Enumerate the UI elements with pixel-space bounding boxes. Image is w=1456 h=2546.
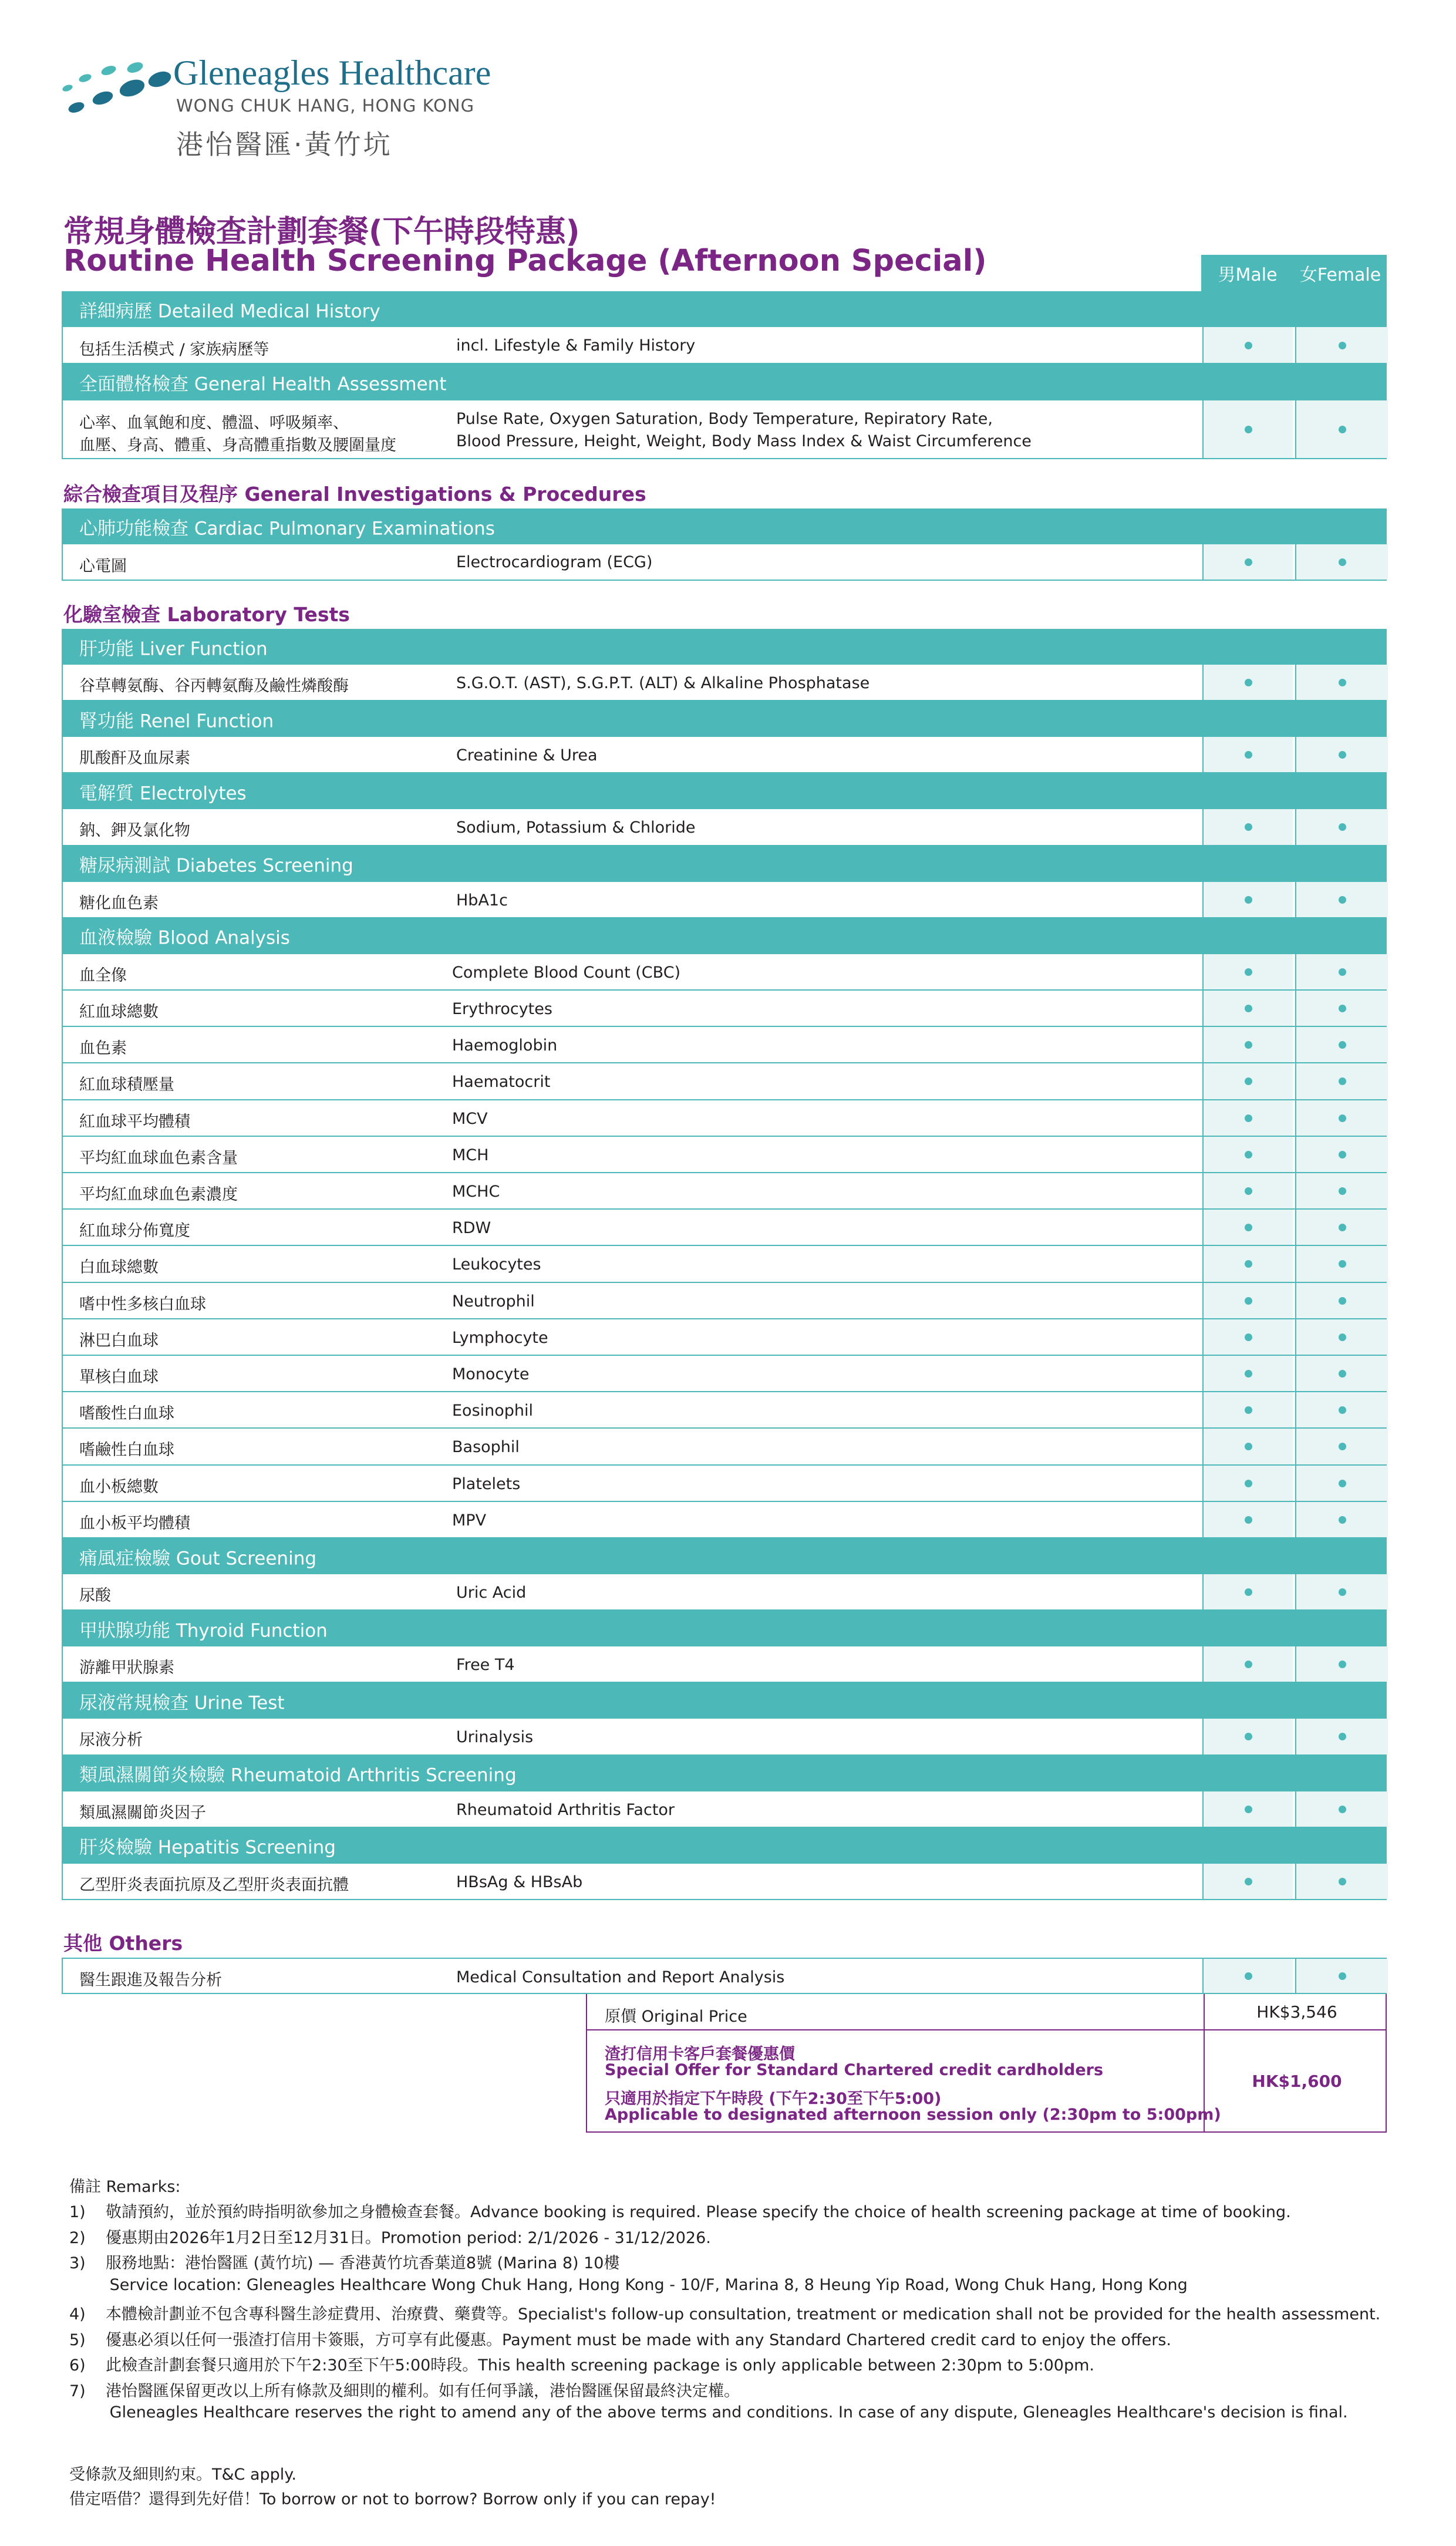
female-cell	[1295, 991, 1388, 1026]
female-cell	[1295, 1319, 1388, 1355]
female-cell	[1295, 1063, 1388, 1099]
group-header	[62, 1611, 1387, 1646]
female-cell	[1295, 737, 1388, 772]
item-en: HBsAg & HBsAb	[456, 1873, 583, 1891]
remarks-title: 備註 Remarks:	[69, 2178, 181, 2196]
male-cell	[1202, 544, 1293, 580]
item-zh: 心率、血氧飽和度、體溫、呼吸頻率、	[79, 414, 349, 432]
male-cell	[1202, 327, 1293, 363]
dot-icon	[1245, 968, 1252, 976]
dot-icon	[1245, 1443, 1252, 1450]
dot-icon	[1245, 1480, 1252, 1487]
male-cell	[1202, 1100, 1293, 1136]
item-zh-line2: 血壓、身高、體重、身高體重指數及腰圍量度	[79, 436, 396, 454]
dot-icon	[1245, 1114, 1252, 1122]
remark-line: 1) 敬請預約，並於預約時指明欲參加之身體檢查套餐。Advance booking is required. Please specify the choice of health screening package at time of booking.	[69, 2203, 1291, 2221]
female-cell	[1295, 1100, 1388, 1136]
group-header	[62, 918, 1387, 954]
item-zh: 谷草轉氨酶、谷丙轉氨酶及鹼性燐酸酶	[79, 677, 349, 695]
item-zh: 血色素	[79, 1039, 127, 1058]
group-header-label: 糖尿病測試 Diabetes Screening	[79, 855, 353, 877]
table-row	[62, 809, 1387, 846]
original-price-label: 原價 Original Price	[605, 2008, 747, 2026]
table-row	[62, 400, 1387, 459]
dot-icon	[1339, 1806, 1346, 1813]
dot-icon	[1245, 1151, 1252, 1159]
male-cell	[1202, 1173, 1293, 1208]
table-row	[62, 1646, 1387, 1683]
male-cell	[1202, 1319, 1293, 1355]
male-cell	[1202, 1959, 1293, 1993]
dot-icon	[1245, 1878, 1252, 1885]
dot-icon	[1245, 751, 1252, 759]
item-zh: 尿酸	[79, 1587, 111, 1605]
dot-icon	[1339, 1333, 1346, 1341]
dot-icon	[1245, 342, 1252, 349]
page-title-en: Routine Health Screening Package (Afternoon Special)	[63, 244, 987, 278]
table-row	[62, 882, 1387, 918]
original-price-value: HK$3,546	[1204, 1994, 1389, 2029]
item-en: Platelets	[452, 1474, 521, 1493]
group-header	[62, 1756, 1387, 1791]
item-zh: 淋巴白血球	[79, 1331, 159, 1350]
offer-label-en: Special Offer for Standard Chartered credit cardholders	[605, 2061, 1104, 2079]
male-cell	[1202, 1210, 1293, 1245]
dot-icon	[1339, 968, 1346, 976]
dot-icon	[1339, 1114, 1346, 1122]
item-en: MCV	[452, 1109, 488, 1128]
table-row	[62, 1027, 1387, 1063]
group-header: 詳細病歷 Detailed Medical History	[62, 291, 1387, 327]
group-header	[62, 846, 1387, 882]
male-cell	[1202, 1791, 1293, 1827]
female-cell	[1295, 1283, 1388, 1318]
item-zh: 肌酸酐及血尿素	[79, 749, 190, 768]
remark-line: 4) 本體檢計劃並不包含專科醫生診症費用、治療費、藥費等。Specialist's follow-up consultation, treatment or medication shall not be provided for the health assessment.	[69, 2305, 1381, 2323]
dot-icon	[1339, 823, 1346, 831]
table-row	[62, 1319, 1387, 1356]
borrow-warning: 借定唔借？還得到先好借！To borrow or not to borrow? Borrow only if you can repay!	[69, 2490, 716, 2508]
female-cell	[1295, 1356, 1388, 1391]
group-header-label: 血液檢驗 Blood Analysis	[79, 927, 290, 949]
dot-icon	[1339, 1480, 1346, 1487]
table-row	[62, 1392, 1387, 1429]
item-zh: 紅血球積壓量	[79, 1076, 174, 1094]
female-cell	[1295, 1959, 1388, 1993]
table-row	[62, 544, 1387, 581]
brand-name: Gleneagles Healthcare	[173, 53, 491, 92]
table-row	[62, 1864, 1387, 1900]
male-cell	[1202, 1137, 1293, 1172]
dot-icon	[1339, 1151, 1346, 1159]
female-cell	[1295, 954, 1388, 989]
item-zh: 心電圖	[79, 557, 127, 575]
female-cell	[1295, 1027, 1388, 1062]
group-header: 心肺功能檢查 Cardiac Pulmonary Examinations	[62, 508, 1387, 544]
male-cell	[1202, 1356, 1293, 1391]
remark-line: 3) 服務地點：港怡醫匯 (黃竹坑) — 香港黃竹坑香葉道8號 (Marina 8) 10樓	[69, 2254, 620, 2272]
male-cell	[1202, 1719, 1293, 1754]
dot-icon	[1245, 1806, 1252, 1813]
item-en: Complete Blood Count (CBC)	[452, 963, 681, 982]
female-cell	[1295, 1791, 1388, 1827]
lab-table	[62, 629, 1387, 1903]
session-label-en: Applicable to designated afternoon session only (2:30pm to 5:00pm)	[605, 2106, 1221, 2124]
group-header-label: 腎功能 Renel Function	[79, 710, 274, 732]
dot-icon	[1339, 751, 1346, 759]
table-row	[62, 991, 1387, 1027]
female-cell	[1295, 544, 1388, 580]
table-row	[62, 1173, 1387, 1210]
female-cell	[1295, 882, 1388, 917]
section-title-general: 綜合檢查項目及程序 General Investigations & Procedures	[63, 483, 646, 506]
item-zh: 嗜鹼性白血球	[79, 1441, 174, 1460]
item-en: S.G.O.T. (AST), S.G.P.T. (ALT) & Alkaline Phosphatase	[456, 674, 870, 692]
column-header-female: 女Female	[1294, 255, 1387, 291]
item-en: Eosinophil	[452, 1402, 534, 1420]
table-row	[62, 1502, 1387, 1538]
dot-icon	[1339, 1406, 1346, 1414]
dot-icon	[1245, 1588, 1252, 1596]
item-zh: 平均紅血球血色素濃度	[79, 1186, 238, 1204]
dot-icon	[1245, 1370, 1252, 1378]
item-en: Monocyte	[452, 1365, 530, 1383]
male-cell	[1202, 1392, 1293, 1427]
male-cell	[1202, 1027, 1293, 1062]
table-row	[62, 665, 1387, 701]
item-en-line2: Blood Pressure, Height, Weight, Body Mass Index & Waist Circumference	[456, 432, 1032, 450]
female-cell	[1295, 327, 1388, 363]
female-cell	[1295, 1429, 1388, 1464]
group-header: 全面體格檢查 General Health Assessment	[62, 364, 1387, 400]
offer-label-zh: 渣打信用卡客戶套餐優惠價	[605, 2045, 795, 2063]
table-row	[62, 327, 1387, 364]
table-row	[62, 1356, 1387, 1392]
dot-icon	[1339, 1516, 1346, 1524]
male-cell	[1202, 882, 1293, 917]
table-row	[62, 1063, 1387, 1100]
dot-icon	[1339, 1260, 1346, 1268]
dot-icon	[1339, 342, 1346, 349]
table-row	[62, 954, 1387, 991]
group-header-label: 類風濕關節炎檢驗 Rheumatoid Arthritis Screening	[79, 1764, 517, 1786]
item-en: Neutrophil	[452, 1292, 535, 1311]
dot-icon	[1339, 896, 1346, 904]
dot-icon	[1339, 1005, 1346, 1012]
group-header-label: 肝功能 Liver Function	[79, 638, 268, 659]
dot-icon	[1245, 558, 1252, 566]
dot-icon	[1245, 1005, 1252, 1012]
dot-icon	[1339, 426, 1346, 433]
female-cell	[1295, 400, 1388, 458]
female-cell	[1295, 1210, 1388, 1245]
remark-line: Service location: Gleneagles Healthcare Wong Chuk Hang, Hong Kong - 10/F, Marina 8, 8 Heung Yip Road, Wong Chuk Hang, Hong Kong	[69, 2275, 1188, 2294]
dot-icon	[1339, 1661, 1346, 1668]
group-header	[62, 701, 1387, 737]
item-zh: 血全像	[79, 966, 127, 985]
male-cell	[1202, 1283, 1293, 1318]
female-cell	[1295, 1864, 1388, 1899]
dot-icon	[1245, 1406, 1252, 1414]
item-zh: 紅血球分佈寬度	[79, 1222, 190, 1241]
table-row	[62, 1246, 1387, 1282]
item-en: Uric Acid	[456, 1584, 527, 1602]
dot-icon	[1339, 1224, 1346, 1231]
table-row	[62, 1791, 1387, 1828]
item-en: Medical Consultation and Report Analysis	[456, 1968, 785, 1986]
item-en: Urinalysis	[456, 1728, 534, 1747]
item-en: MCH	[452, 1146, 489, 1164]
item-zh: 類風濕關節炎因子	[79, 1803, 206, 1822]
remark-line: Gleneagles Healthcare reserves the right to amend any of the above terms and conditions. In case of any dispute, Gleneagles Healthcare's decision is final.	[69, 2403, 1348, 2422]
male-cell	[1202, 954, 1293, 989]
item-zh: 平均紅血球血色素含量	[79, 1149, 238, 1167]
dot-icon	[1339, 558, 1346, 566]
female-cell	[1295, 1719, 1388, 1754]
item-zh: 游離甲狀腺素	[79, 1659, 174, 1678]
male-cell	[1202, 400, 1293, 458]
item-zh: 紅血球總數	[79, 1003, 159, 1021]
item-en: incl. Lifestyle & Family History	[456, 336, 696, 355]
female-cell	[1295, 1574, 1388, 1609]
group-header-label: 痛風症檢驗 Gout Screening	[79, 1548, 317, 1569]
dot-icon	[1245, 896, 1252, 904]
remark-line: 2) 優惠期由2026年1月2日至12月31日。Promotion period: 2/1/2026 - 31/12/2026.	[69, 2228, 711, 2247]
group-header-label: 尿液常規檢查 Urine Test	[79, 1692, 285, 1714]
female-cell	[1295, 1466, 1388, 1501]
item-zh: 嗜中性多核白血球	[79, 1295, 206, 1314]
dot-icon	[1245, 1224, 1252, 1231]
male-cell	[1202, 1063, 1293, 1099]
male-cell	[1202, 1466, 1293, 1501]
item-en: Lymphocyte	[452, 1328, 548, 1347]
dot-icon	[1245, 426, 1252, 433]
dot-icon	[1339, 1041, 1346, 1049]
item-zh: 糖化血色素	[79, 894, 159, 912]
item-zh: 尿液分析	[79, 1731, 143, 1750]
item-en: MCHC	[452, 1183, 500, 1201]
item-zh: 單核白血球	[79, 1368, 159, 1386]
female-cell	[1295, 1137, 1388, 1172]
table-row	[62, 1137, 1387, 1173]
female-cell	[1295, 809, 1388, 844]
dot-icon	[1339, 1297, 1346, 1305]
dot-icon	[1245, 1333, 1252, 1341]
offer-price-value: HK$1,600	[1204, 2030, 1389, 2131]
dot-icon	[1339, 1878, 1346, 1885]
item-zh: 鈉、鉀及氯化物	[79, 821, 190, 840]
session-label-zh: 只適用於指定下午時段 (下午2:30至下午5:00)	[605, 2090, 942, 2108]
item-en: Pulse Rate, Oxygen Saturation, Body Temperature, Repiratory Rate,	[456, 410, 993, 428]
male-cell	[1202, 737, 1293, 772]
dot-icon	[1245, 1972, 1252, 1980]
female-cell	[1295, 1646, 1388, 1682]
column-header-male: 男Male	[1201, 255, 1294, 291]
dot-icon	[1245, 1733, 1252, 1740]
item-en: RDW	[452, 1219, 491, 1238]
dot-icon	[1245, 1516, 1252, 1524]
male-cell	[1202, 665, 1293, 700]
table-row	[62, 1958, 1387, 1994]
table-row	[62, 1466, 1387, 1502]
dot-icon	[1245, 1661, 1252, 1668]
male-cell	[1202, 1574, 1293, 1609]
table-row	[62, 737, 1387, 773]
group-header	[62, 1683, 1387, 1719]
section-title-others: 其他 Others	[63, 1932, 183, 1955]
item-zh: 紅血球平均體積	[79, 1112, 190, 1131]
group-header	[62, 773, 1387, 809]
item-zh: 乙型肝炎表面抗原及乙型肝炎表面抗體	[79, 1875, 349, 1894]
female-cell	[1295, 1246, 1388, 1281]
dot-icon	[1245, 1187, 1252, 1195]
remark-line: 6) 此檢查計劃套餐只適用於下午2:30至下午5:00時段。This health screening package is only applicable between 2:30pm to 5:00pm.	[69, 2356, 1094, 2375]
table-row	[62, 1283, 1387, 1319]
group-header-label: 電解質 Electrolytes	[79, 783, 247, 804]
male-cell	[1202, 1646, 1293, 1682]
offer-price-row	[586, 2029, 1387, 2133]
group-header-label: 肝炎檢驗 Hepatitis Screening	[79, 1837, 336, 1858]
item-en: Sodium, Potassium & Chloride	[456, 819, 696, 837]
group-header	[62, 629, 1387, 665]
table-row	[62, 1574, 1387, 1611]
dot-icon	[1339, 1733, 1346, 1740]
item-en: Electrocardiogram (ECG)	[456, 553, 653, 571]
item-zh: 白血球總數	[79, 1258, 159, 1277]
item-en: MPV	[452, 1511, 487, 1530]
dot-icon	[1339, 1972, 1346, 1980]
item-en: Leukocytes	[452, 1255, 541, 1274]
item-zh: 醫生跟進及報告分析	[79, 1971, 222, 1989]
group-header	[62, 1828, 1387, 1864]
dot-icon	[1339, 1443, 1346, 1450]
brand-chinese-name: 港怡醫匯·黃竹坑	[176, 129, 393, 160]
dot-icon	[1245, 1297, 1252, 1305]
female-cell	[1295, 665, 1388, 700]
dot-icon	[1339, 1370, 1346, 1378]
male-cell	[1202, 1502, 1293, 1537]
dot-icon	[1339, 1588, 1346, 1596]
item-en: Haematocrit	[452, 1073, 551, 1092]
dot-icon	[1245, 1041, 1252, 1049]
item-zh: 嗜酸性白血球	[79, 1405, 174, 1423]
table-row	[62, 1210, 1387, 1246]
table-row	[62, 1429, 1387, 1465]
male-cell	[1202, 809, 1293, 844]
original-price-row	[586, 1994, 1387, 2030]
group-header-label: 甲狀腺功能 Thyroid Function	[79, 1620, 328, 1642]
male-cell	[1202, 1864, 1293, 1899]
remark-line: 5) 優惠必須以任何一張渣打信用卡簽賬，方可享有此優惠。Payment must be made with any Standard Chartered credit card to enjoy the offers.	[69, 2331, 1172, 2349]
dot-icon	[1245, 823, 1252, 831]
item-zh: 血小板平均體積	[79, 1514, 190, 1533]
item-en: Erythrocytes	[452, 1000, 552, 1018]
male-cell	[1202, 1429, 1293, 1464]
dot-icon	[1339, 1077, 1346, 1085]
section-title-lab: 化驗室檢查 Laboratory Tests	[63, 603, 350, 626]
dot-icon	[1245, 1260, 1252, 1268]
page-title-zh: 常規身體檢查計劃套餐(下午時段特惠)	[63, 214, 580, 250]
group-header	[62, 1538, 1387, 1574]
female-cell	[1295, 1173, 1388, 1208]
item-en: Rheumatoid Arthritis Factor	[456, 1800, 675, 1819]
item-en: Free T4	[456, 1656, 515, 1675]
brand-location: WONG CHUK HANG, HONG KONG	[176, 96, 475, 116]
dot-icon	[1339, 1187, 1346, 1195]
remark-line: 7) 港怡醫匯保留更改以上所有條款及細則的權利。如有任何爭議，港怡醫匯保留最終決定權。	[69, 2382, 740, 2400]
tc-apply: 受條款及細則約束。T&C apply.	[69, 2466, 297, 2484]
dot-icon	[1245, 1077, 1252, 1085]
item-en: HbA1c	[456, 891, 508, 910]
table-row	[62, 1719, 1387, 1755]
female-cell	[1295, 1502, 1388, 1537]
table-row	[62, 1100, 1387, 1137]
item-zh: 包括生活模式 / 家族病歷等	[79, 341, 269, 359]
dot-icon	[1339, 679, 1346, 686]
gleneagles-logo-icon	[59, 56, 176, 120]
item-zh: 血小板總數	[79, 1477, 159, 1496]
dot-icon	[1245, 679, 1252, 686]
female-cell	[1295, 1392, 1388, 1427]
male-cell	[1202, 991, 1293, 1026]
male-cell	[1202, 1246, 1293, 1281]
item-en: Basophil	[452, 1438, 520, 1457]
item-en: Haemoglobin	[452, 1036, 558, 1055]
item-en: Creatinine & Urea	[456, 746, 598, 765]
